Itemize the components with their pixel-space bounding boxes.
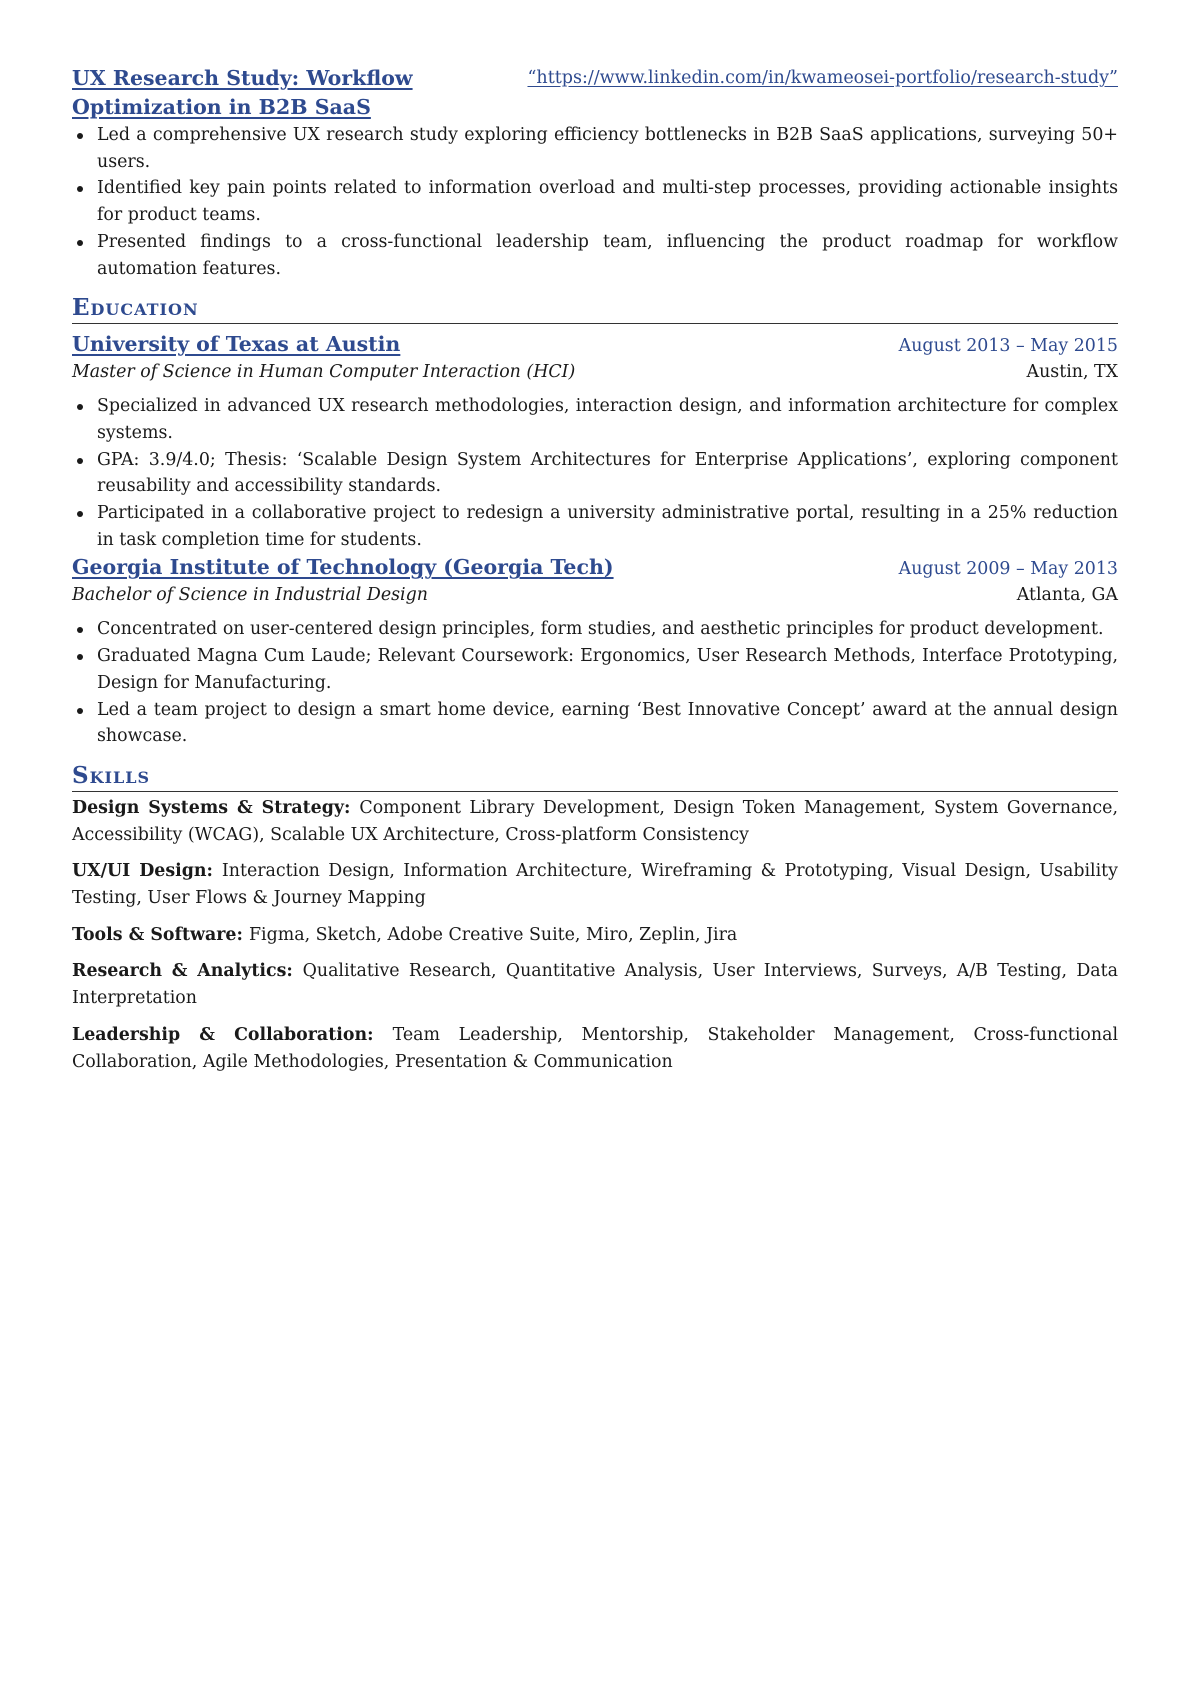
project-url-link[interactable]: “https://www.linkedin.com/in/kwameosei-portfolio/research-study” bbox=[527, 68, 1118, 88]
skill-row bbox=[72, 795, 1118, 848]
list-item: Graduated Magna Cum Laude; Relevant Coursework: Ergonomics, User Research Methods, Interface Prototyping, Design for Manufacturing. bbox=[72, 643, 1118, 696]
skill-row bbox=[72, 958, 1118, 1011]
project-title-link[interactable]: UX Research Study: Workflow Optimization in B2B SaaS bbox=[72, 66, 413, 119]
list-item: Led a comprehensive UX research study exploring efficiency bottlenecks in B2B SaaS applications, surveying 50+ users. bbox=[72, 122, 1118, 175]
skill-category-text: Component Library Development, Design Token Management, System Governance, Accessibility (WCAG), Scalable UX Architecture, Cross-platform Consistency bbox=[72, 797, 1118, 845]
education-dates: August 2013 – May 2015 bbox=[898, 336, 1118, 357]
project-header bbox=[72, 64, 1118, 122]
skill-row bbox=[72, 922, 1118, 949]
education-location: Austin, TX bbox=[1026, 362, 1118, 383]
list-item: Led a team project to design a smart home device, earning ‘Best Innovative Concept’ award at the annual design showcase. bbox=[72, 697, 1118, 750]
list-item: Presented findings to a cross-functional leadership team, influencing the product roadmap for workflow automation features. bbox=[72, 229, 1118, 282]
skill-row bbox=[72, 858, 1118, 911]
skill-category-label: UX/UI Design: bbox=[72, 861, 222, 882]
education-bullet-list bbox=[72, 616, 1118, 750]
skill-category-text: Qualitative Research, Quantitative Analysis, User Interviews, Surveys, A/B Testing, Data Interpretation bbox=[72, 961, 1118, 1009]
project-bullet-list bbox=[72, 122, 1118, 282]
skills-heading: Skills bbox=[72, 762, 1118, 792]
education-row bbox=[72, 582, 1118, 609]
list-item: Specialized in advanced UX research methodologies, interaction design, and information architecture for complex systems. bbox=[72, 393, 1118, 446]
skill-category-label: Research & Analytics: bbox=[72, 961, 303, 982]
education-row bbox=[72, 553, 1118, 582]
project-entry bbox=[72, 64, 1118, 282]
list-item: Concentrated on user-centered design principles, form studies, and aesthetic principles for product development. bbox=[72, 616, 1118, 643]
education-dates: August 2009 – May 2013 bbox=[898, 559, 1118, 580]
school-name-link[interactable]: Georgia Institute of Technology (Georgia Tech) bbox=[72, 555, 614, 580]
skill-category-text: Interaction Design, Information Architecture, Wireframing & Prototyping, Visual Design, Usability Testing, User Flows & Journey Mapping bbox=[72, 861, 1118, 909]
skill-category-text: Figma, Sketch, Adobe Creative Suite, Miro, Zeplin, Jira bbox=[248, 924, 738, 945]
list-item: Participated in a collaborative project to redesign a university administrative portal, resulting in a 25% reduction in task completion time for students. bbox=[72, 500, 1118, 553]
skill-category-label: Design Systems & Strategy: bbox=[72, 797, 360, 818]
education-bullet-list bbox=[72, 393, 1118, 553]
degree-title: Bachelor of Science in Industrial Design bbox=[72, 585, 428, 606]
list-item: Identified key pain points related to information overload and multi-step processes, providing actionable insights for product teams. bbox=[72, 175, 1118, 228]
education-row bbox=[72, 359, 1118, 386]
skills-list bbox=[72, 795, 1118, 1075]
education-entry-ut bbox=[72, 330, 1118, 553]
skill-category-label: Leadership & Collaboration: bbox=[72, 1024, 393, 1045]
degree-title: Master of Science in Human Computer Interaction (HCI) bbox=[72, 362, 576, 383]
education-heading: Education bbox=[72, 294, 1118, 324]
resume-page bbox=[72, 64, 1118, 1085]
education-entry-gt bbox=[72, 553, 1118, 750]
skill-row bbox=[72, 1022, 1118, 1075]
skill-category-text: Team Leadership, Mentorship, Stakeholder Management, Cross-functional Collaboration, Agile Methodologies, Presentation & Communication bbox=[72, 1024, 1119, 1072]
education-row bbox=[72, 330, 1118, 359]
education-location: Atlanta, GA bbox=[1016, 585, 1118, 606]
school-name-link[interactable]: University of Texas at Austin bbox=[72, 332, 401, 357]
list-item: GPA: 3.9/4.0; Thesis: ‘Scalable Design System Architectures for Enterprise Applications’, exploring component reusability and accessibility standards. bbox=[72, 447, 1118, 500]
skill-category-label: Tools & Software: bbox=[72, 924, 249, 945]
